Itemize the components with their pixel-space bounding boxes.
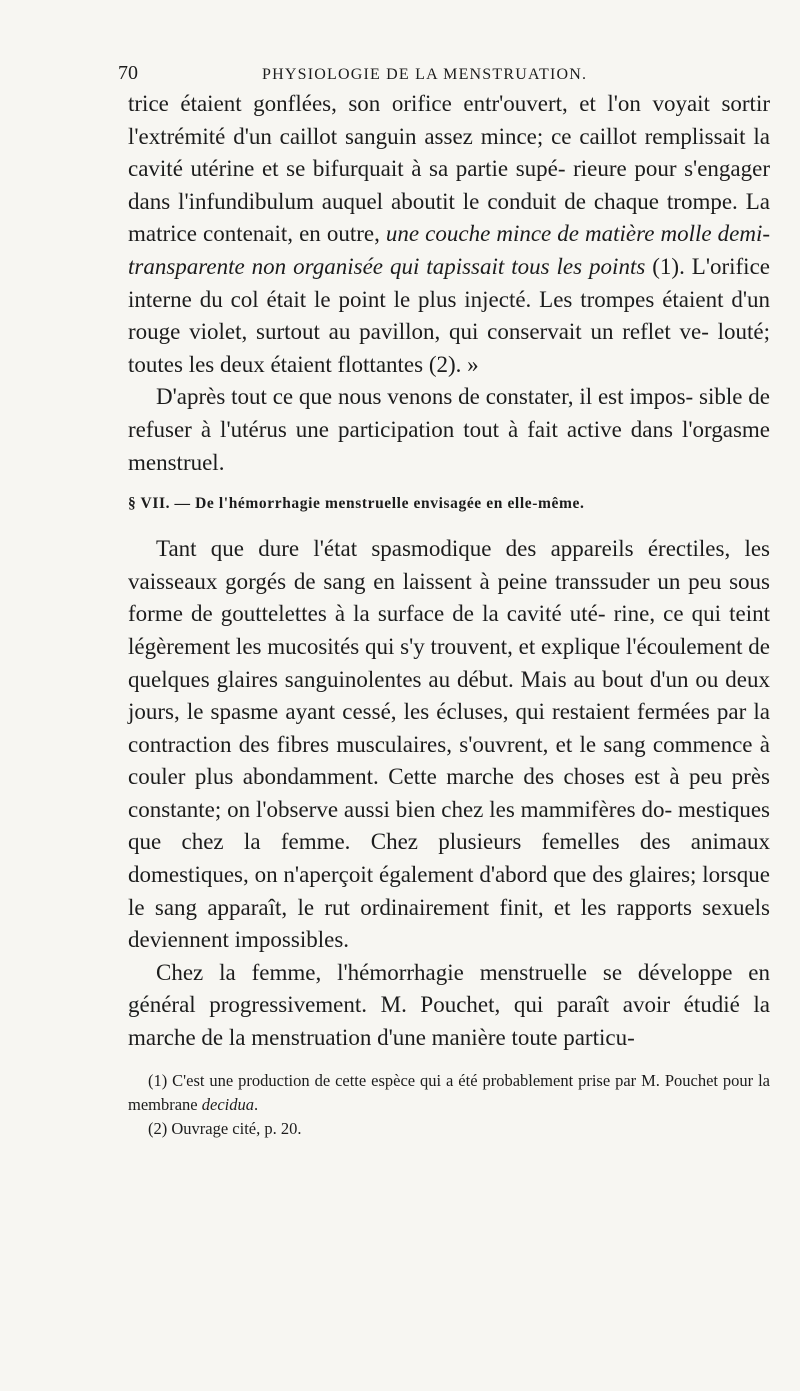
- section-title: — De l'hémorrhagie menstruelle envisagée en elle-même.: [170, 495, 585, 513]
- paragraph-3: Tant que dure l'état spasmodique des appareils érectiles, les vaisseaux gorgés de sang en laissent à peine transsuder un peu sous forme de gouttelettes à la surface de la cavité uté- rine, ce qui teint légèrement les mucosités qui s'y trouvent, et explique l'écoulement de quelques glaires sanguinolentes au début. Mais au bout d'un ou deux jours, le spasme ayant cessé, les écluses, qui restaient fermées par la contraction des fibres musculaires, s'ouvrent, et le sang commence à couler plus abondamment. Cette marche des choses est à peu près constante; on l'observe aussi bien chez les mammifères do- mestiques que chez la femme. Chez plusieurs femelles des animaux domestiques, on n'aperçoit également d'abord que des glaires; lorsque le sang apparaît, le rut ordinairement finit, et les rapports sexuels deviennent impossibles.: [128, 536, 770, 953]
- page-header: [118, 62, 770, 88]
- page-number: 70: [118, 62, 138, 84]
- paragraph-1-text-b: (1). L'orifice interne du col était le point le plus injecté. Les trompes étaient d'un rouge violet, surtout au pavillon, qui conservait un reflet ve- louté; toutes les deux étaient flottantes (2). »: [128, 253, 770, 377]
- footnote-1-text: (1) C'est une production de cette espèce qui a été probablement prise par M. Pouchet pour la membrane: [128, 1070, 770, 1114]
- paragraph-1-text-a: trice étaient gonflées, son orifice entr'ouvert, et l'on voyait sortir l'extrémité d'un caillot sanguin assez mince; ce caillot remplissait la cavité utérine et se bifurquait à sa partie supé- rieure pour s'engager dans l'infundibulum auquel aboutit le conduit de chaque trompe. La matrice contenait, en outre,: [128, 91, 770, 247]
- running-head: PHYSIOLOGIE DE LA MENSTRUATION.: [262, 66, 588, 83]
- paragraph-1-italic: une couche mince de matière molle demi-transparente non organisée qui tapissait tous les points: [128, 221, 770, 279]
- page: [118, 62, 770, 1141]
- footnotes: [128, 1069, 770, 1141]
- paragraph-4: Chez la femme, l'hémorrhagie menstruelle se développe en général progressivement. M. Pouchet, qui paraît avoir étudié la marche de la menstruation d'une manière toute particu-: [128, 959, 770, 1051]
- footnote-1-end: .: [254, 1094, 259, 1114]
- section-heading: [128, 493, 770, 515]
- body-text: [128, 88, 770, 1055]
- section-number: § VII.: [128, 495, 171, 513]
- paragraph-2: D'après tout ce que nous venons de constater, il est impos- sible de refuser à l'utérus une participation tout à fait active dans l'orgasme menstruel.: [128, 384, 770, 475]
- paragraph-1: [128, 88, 770, 381]
- footnote-2: (2) Ouvrage cité, p. 20.: [148, 1118, 302, 1138]
- footnote-1-italic: decidua: [201, 1094, 254, 1114]
- footnote-1: [128, 1069, 770, 1117]
